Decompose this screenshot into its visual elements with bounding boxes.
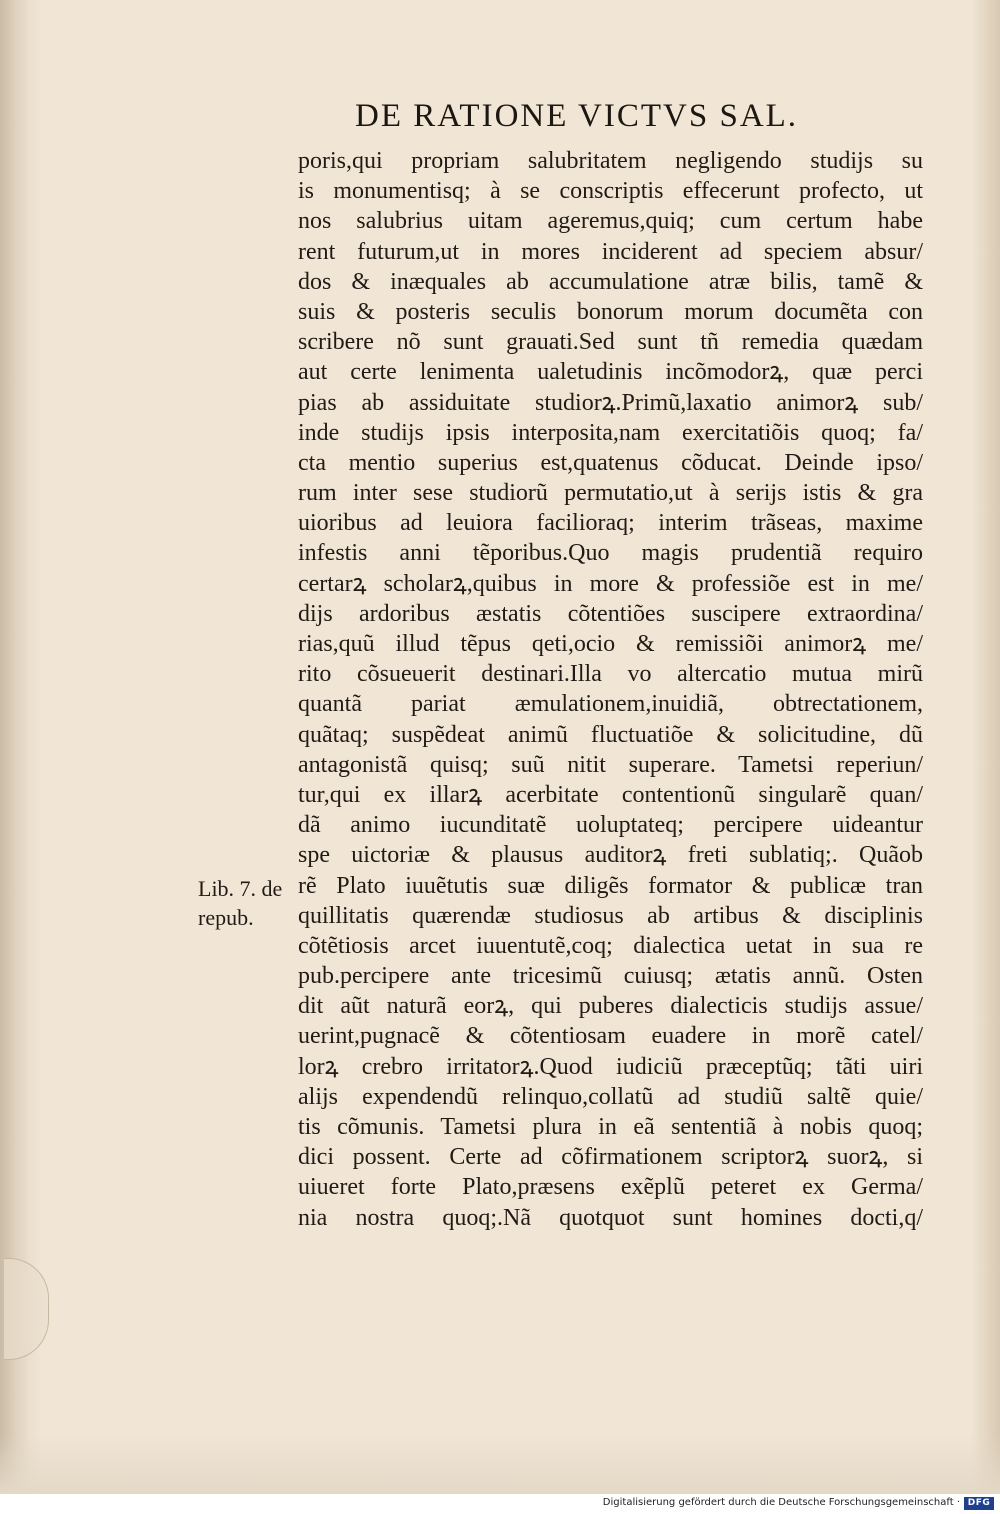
text-line: dit aũt naturã eorꝝ, qui puberes dialecticis studijs assue/ (298, 993, 923, 1020)
text-line: uioribus ad leuiora facilioraq; interim trãseas, maxime (298, 510, 923, 537)
text-line: lorꝝ crebro irritatorꝝ.Quod iudiciũ præceptũq; tãti uiri (298, 1053, 923, 1080)
text-line: antagonistã quisq; suũ nitit superare. Tametsi reperiun/ (298, 751, 923, 778)
text-line: dos & inæquales ab accumulatione atræ bilis, tamẽ & (298, 268, 923, 295)
text-line: spe uictoriæ & plausus auditorꝝ freti sublatiq;. Quãob (298, 842, 923, 869)
text-line: alijs expendendũ relinquo,collatũ ad studiũ saltẽ quie/ (298, 1083, 923, 1110)
text-line: rum inter sese studiorũ permutatio,ut à serijs istis & gra (298, 480, 923, 507)
text-line: certarꝝ scholarꝝ,quibus in more & professiõe est in me/ (298, 570, 923, 597)
body-text (298, 146, 923, 1233)
text-line: quillitatis quærendæ studiosus ab artibus & disciplinis (298, 902, 923, 929)
text-line: cta mentio superius est,quatenus cõducat. Deinde ipso/ (298, 449, 923, 476)
funding-credit: Digitalisierung gefördert durch die Deutsche Forschungsgemeinschaft · (602, 1497, 960, 1508)
text-line: aut certe lenimenta ualetudinis incõmodorꝝ, quæ perci (298, 359, 923, 386)
text-line: dã animo iucunditatẽ uoluptateq; percipere uideantur (298, 812, 923, 839)
page-edge-shadow (970, 0, 1000, 1494)
text-line: is monumentisq; à se conscriptis effecerunt profecto, ut (298, 178, 923, 205)
dfg-logo: DFG (964, 1497, 994, 1510)
text-line: nia nostra quoq;.Nã quotquot sunt homines docti,q/ (298, 1204, 923, 1231)
text-line: nos salubrius uitam ageremus,quiq; cum certum habe (298, 208, 923, 235)
text-line: rias,quũ illud tẽpus qeti,ocio & remissiõi animorꝝ me/ (298, 631, 923, 657)
text-line: rito cõsueuerit destinari.Illa vo altercatio mutua mirũ (298, 661, 923, 688)
text-line: rent futurum,ut in mores inciderent ad speciem absur/ (298, 238, 923, 265)
text-line: inde studijs ipsis interposita,nam exercitatiõis quoq; fa/ (298, 419, 923, 446)
marginal-note (198, 874, 298, 932)
running-head: DE RATIONE VICTVS SAL. (355, 98, 799, 134)
binding-tab-mark (4, 1258, 49, 1360)
text-line: dici possent. Certe ad cõfirmationem scriptorꝝ suorꝝ, si (298, 1144, 923, 1171)
marginal-note-line: repub. (198, 905, 254, 930)
footer-bar (0, 1494, 1000, 1514)
text-line: rẽ Plato iuuẽtutis suæ diligẽs formator & publicæ tran (298, 872, 923, 899)
marginal-note-line: Lib. 7. de (198, 876, 283, 901)
text-line: pub.percipere ante tricesimũ cuiusq; ætatis annũ. Osten (298, 963, 923, 990)
text-line: quantã pariat æmulationem,inuidiã, obtrectationem, (298, 691, 923, 718)
text-line: tis cõmunis. Tametsi plura in eã sententiã à nobis quoq; (298, 1114, 923, 1140)
text-line: quãtaq; suspẽdeat animũ fluctuatiõe & solicitudine, dũ (298, 721, 923, 748)
text-line: scribere nõ sunt grauati.Sed sunt tñ remedia quædam (298, 329, 923, 356)
text-line: suis & posteris seculis bonorum morum documẽta con (298, 298, 923, 325)
text-line: dijs ardoribus æstatis cõtentiões suscipere extraordina/ (298, 600, 923, 627)
text-line: poris,qui propriam salubritatem negligendo studijs su (298, 148, 923, 174)
text-line: uiueret forte Plato,præsens exẽplũ peteret ex Germa/ (298, 1174, 923, 1201)
text-line: tur,qui ex illarꝝ acerbitate contentionũ singularẽ quan/ (298, 781, 923, 808)
text-line: uerint,pugnacẽ & cõtentiosam euadere in morẽ catel/ (298, 1023, 923, 1050)
text-line: infestis anni tẽporibus.Quo magis prudentiã requiro (298, 540, 923, 567)
bottom-edge-shade (0, 1434, 1000, 1494)
text-line: cõtẽtiosis arcet iuuentutẽ,coq; dialectica uetat in sua re (298, 932, 923, 959)
text-line: pias ab assiduitate studiorꝝ.Primũ,laxatio animorꝝ sub/ (298, 389, 923, 416)
